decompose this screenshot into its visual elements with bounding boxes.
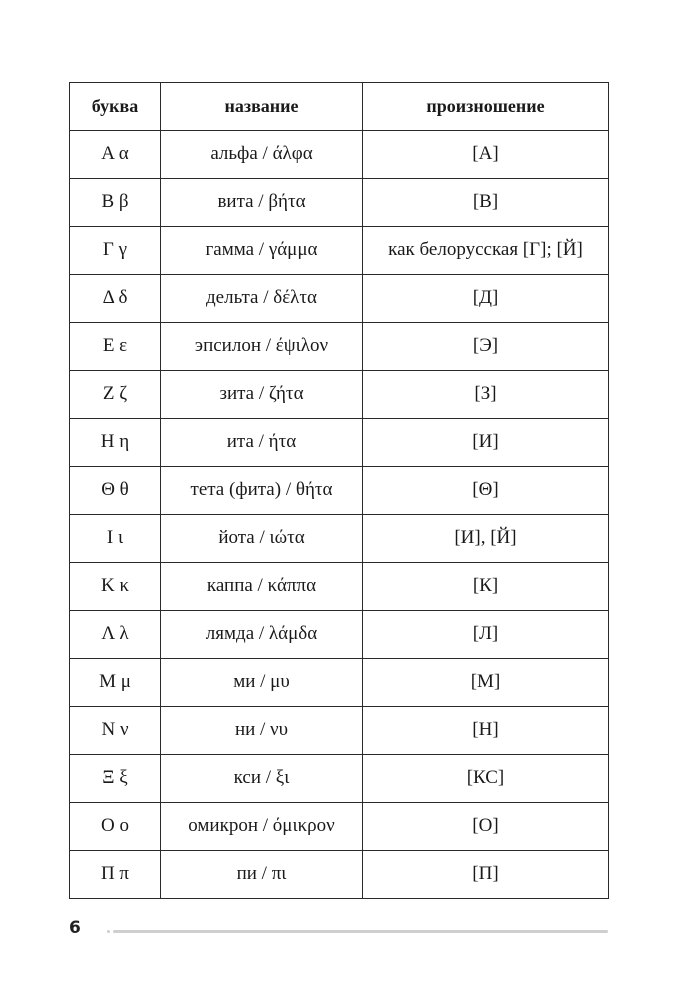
table-row bbox=[70, 611, 609, 659]
name-cell: гамма / γάμμα bbox=[161, 227, 363, 275]
table-row bbox=[70, 131, 609, 179]
table-row bbox=[70, 707, 609, 755]
pronunciation-cell: [КС] bbox=[363, 755, 609, 803]
table-row bbox=[70, 755, 609, 803]
letter-cell: Ι ι bbox=[70, 515, 161, 563]
name-cell: каппа / κάππα bbox=[161, 563, 363, 611]
table-row bbox=[70, 563, 609, 611]
letter-cell: Η η bbox=[70, 419, 161, 467]
name-cell: ни / νυ bbox=[161, 707, 363, 755]
page-footer bbox=[69, 916, 608, 940]
table-header-row bbox=[70, 83, 609, 131]
letter-cell: Γ γ bbox=[70, 227, 161, 275]
table-row bbox=[70, 179, 609, 227]
pronunciation-cell: как белорусская [Г]; [Й] bbox=[363, 227, 609, 275]
letter-cell: Ζ ζ bbox=[70, 371, 161, 419]
letter-cell: Μ μ bbox=[70, 659, 161, 707]
table-row bbox=[70, 227, 609, 275]
name-cell: тета (фита) / θήτα bbox=[161, 467, 363, 515]
name-cell: лямда / λάμδα bbox=[161, 611, 363, 659]
pronunciation-cell: [З] bbox=[363, 371, 609, 419]
letter-cell: Ε ε bbox=[70, 323, 161, 371]
name-cell: йота / ιώτα bbox=[161, 515, 363, 563]
table-row bbox=[70, 371, 609, 419]
header-pronunciation: произношение bbox=[363, 83, 609, 131]
table-row bbox=[70, 659, 609, 707]
table-row bbox=[70, 515, 609, 563]
table-row bbox=[70, 419, 609, 467]
name-cell: альфа / άλφα bbox=[161, 131, 363, 179]
table-row bbox=[70, 467, 609, 515]
pronunciation-cell: [О] bbox=[363, 803, 609, 851]
name-cell: омикрон / όμικρον bbox=[161, 803, 363, 851]
letter-cell: Ο ο bbox=[70, 803, 161, 851]
letter-cell: Κ κ bbox=[70, 563, 161, 611]
letter-cell: Ξ ξ bbox=[70, 755, 161, 803]
name-cell: кси / ξι bbox=[161, 755, 363, 803]
name-cell: вита / βήτα bbox=[161, 179, 363, 227]
footer-rule bbox=[113, 930, 608, 933]
letter-cell: Θ θ bbox=[70, 467, 161, 515]
footer-dot bbox=[107, 930, 110, 933]
pronunciation-cell: [К] bbox=[363, 563, 609, 611]
letter-cell: Α α bbox=[70, 131, 161, 179]
pronunciation-cell: [П] bbox=[363, 851, 609, 899]
pronunciation-cell: [В] bbox=[363, 179, 609, 227]
pronunciation-cell: [Э] bbox=[363, 323, 609, 371]
name-cell: ми / μυ bbox=[161, 659, 363, 707]
name-cell: эпсилон / έψιλον bbox=[161, 323, 363, 371]
letter-cell: Ν ν bbox=[70, 707, 161, 755]
name-cell: зита / ζήτα bbox=[161, 371, 363, 419]
pronunciation-cell: [И] bbox=[363, 419, 609, 467]
table-row bbox=[70, 851, 609, 899]
pronunciation-cell: [Л] bbox=[363, 611, 609, 659]
pronunciation-cell: [Д] bbox=[363, 275, 609, 323]
header-name: название bbox=[161, 83, 363, 131]
name-cell: пи / πι bbox=[161, 851, 363, 899]
letter-cell: Β β bbox=[70, 179, 161, 227]
name-cell: ита / ήτα bbox=[161, 419, 363, 467]
greek-alphabet-table bbox=[69, 82, 609, 899]
pronunciation-cell: [И], [Й] bbox=[363, 515, 609, 563]
name-cell: дельта / δέλτα bbox=[161, 275, 363, 323]
table-row bbox=[70, 803, 609, 851]
pronunciation-cell: [Θ] bbox=[363, 467, 609, 515]
header-letter: буква bbox=[70, 83, 161, 131]
pronunciation-cell: [Н] bbox=[363, 707, 609, 755]
letter-cell: Λ λ bbox=[70, 611, 161, 659]
table-row bbox=[70, 323, 609, 371]
letter-cell: Π π bbox=[70, 851, 161, 899]
pronunciation-cell: [М] bbox=[363, 659, 609, 707]
letter-cell: Δ δ bbox=[70, 275, 161, 323]
pronunciation-cell: [А] bbox=[363, 131, 609, 179]
table-row bbox=[70, 275, 609, 323]
page-number: 6 bbox=[69, 918, 81, 938]
